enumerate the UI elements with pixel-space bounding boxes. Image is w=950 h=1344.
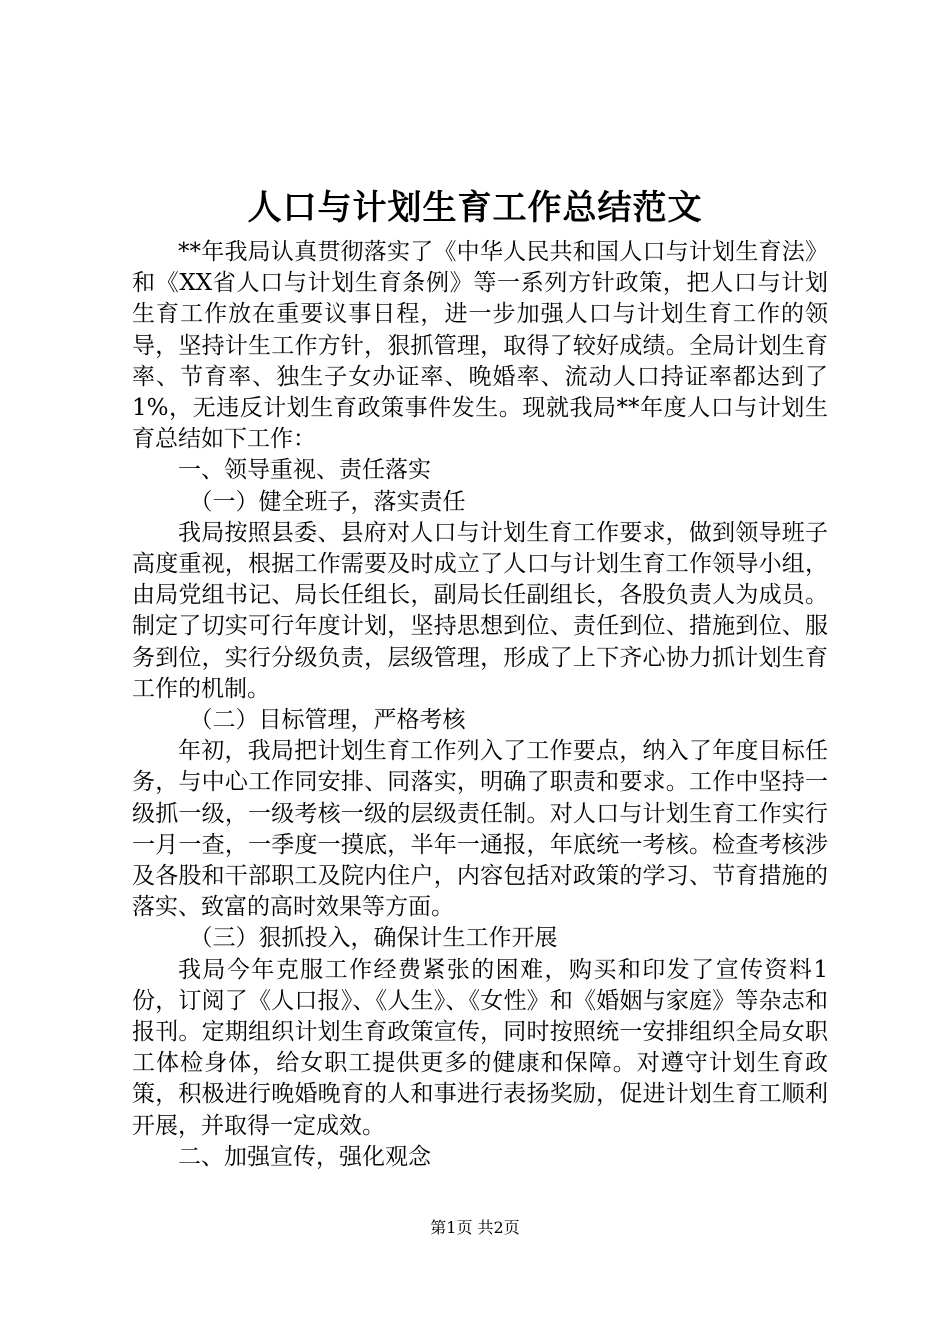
- document-title: 人口与计划生育工作总结范文: [247, 188, 703, 228]
- document-body: [132, 237, 828, 1173]
- paragraph-1-3: 我局今年克服工作经费紧张的困难，购买和印发了宣传资料1份，订阅了《人口报》、《人生》、《女性》和《婚姻与家庭》等杂志和报刊。定期组织计划生育政策宣传，同时按照统一安排组织全局女职工体检身体，给女职工提供更多的健康和保障。对遵守计划生育政策，积极进行晚婚晚育的人和事进行表扬奖励，促进计划生育工顺利开展，并取得一定成效。: [132, 956, 828, 1139]
- section-heading-1: 一、领导重视、责任落实: [178, 457, 431, 484]
- subsection-heading-1-1: （一）健全班子，落实责任: [189, 488, 466, 515]
- subsection-heading-1-2: （二）目标管理，严格考核: [189, 707, 466, 734]
- subsection-heading-1-3: （三）狠抓投入，确保计生工作开展: [189, 925, 558, 952]
- paragraph-1-2: 年初，我局把计划生育工作列入了工作要点，纳入了年度目标任务，与中心工作同安排、同落实，明确了职责和要求。工作中坚持一级抓一级，一级考核一级的层级责任制。对人口与计划生育工作实行一月一查，一季度一摸底，半年一通报，年底统一考核。检查考核涉及各股和干部职工及院内住户，内容包括对政策的学习、节育措施的落实、致富的高时效果等方面。: [132, 738, 828, 921]
- page-footer: 第1页 共2页: [430, 1218, 520, 1237]
- intro-paragraph: **年我局认真贯彻落实了《中华人民共和国人口与计划生育法》和《XX省人口与计划生育条例》等一系列方针政策，把人口与计划生育工作放在重要议事日程，进一步加强人口与计划生育工作的领导，坚持计生工作方针，狠抓管理，取得了较好成绩。全局计划生育率、节育率、独生子女办证率、晚婚率、流动人口持证率都达到了1%，无违反计划生育政策事件发生。现就我局**年度人口与计划生育总结如下工作：: [132, 239, 828, 453]
- paragraph-1-1: 我局按照县委、县府对人口与计划生育工作要求，做到领导班子高度重视，根据工作需要及时成立了人口与计划生育工作领导小组，由局党组书记、局长任组长，副局长任副组长，各股负责人为成员。制定了切实可行年度计划，坚持思想到位、责任到位、措施到位、服务到位，实行分级负责，层级管理，形成了上下齐心协力抓计划生育工作的机制。: [132, 519, 828, 702]
- section-heading-2: 二、加强宣传，强化观念: [178, 1143, 431, 1170]
